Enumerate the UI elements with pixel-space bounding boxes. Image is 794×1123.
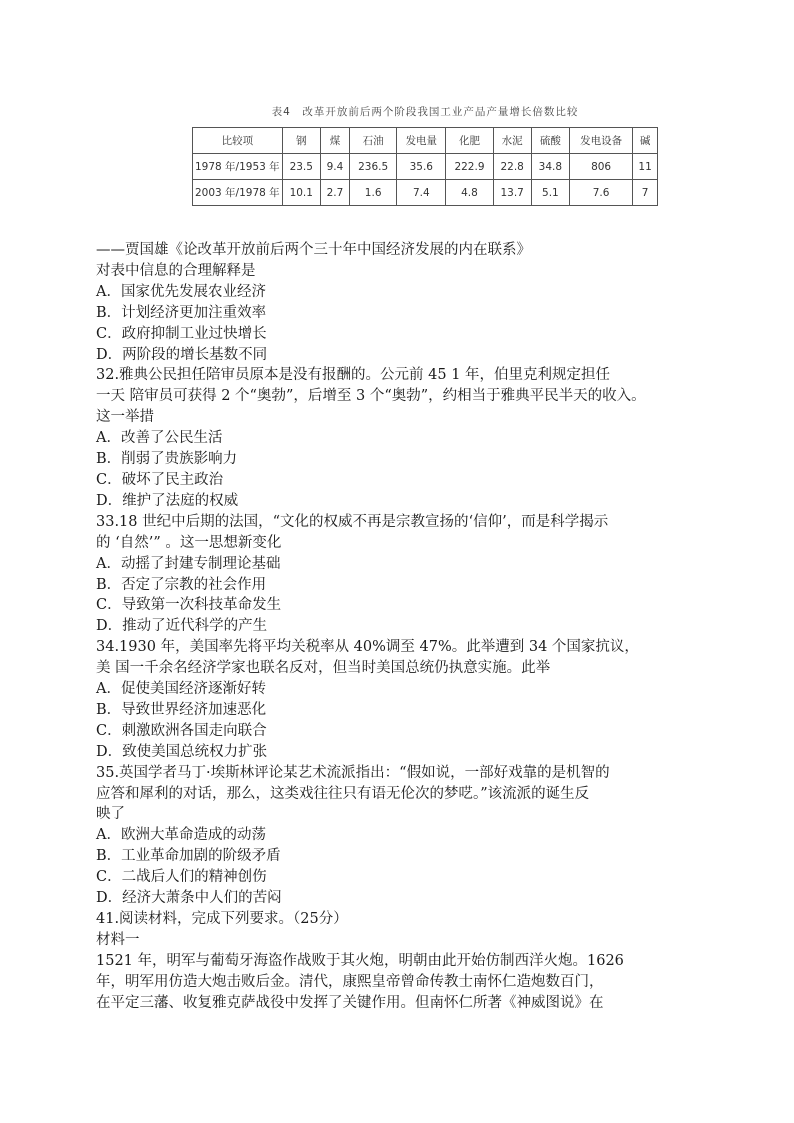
- question-35-stem: 映了: [96, 806, 125, 823]
- table-caption: 表4 改革开放前后两个阶段我国工业产品产量增长倍数比较: [271, 106, 579, 118]
- question-32-stem: 32.雅典公民担任陪审员原本是没有报酬的。公元前 45 1 年，伯里克利规定担任: [96, 367, 611, 384]
- question-33-stem: 33.18 世纪中后期的法国，“文化的权威不再是宗教宣扬的‘信仰’，而是科学揭示: [96, 513, 609, 530]
- table-cell: 23.5: [282, 154, 320, 180]
- table-header-row: [193, 128, 658, 154]
- table-cell: 2003 年/1978 年: [193, 180, 283, 206]
- question-35-option-b: B．工业革命加剧的阶级矛盾: [96, 848, 281, 865]
- question-34-stem: 美 国一千余名经济学家也联名反对，但当时美国总统仍执意实施。此举: [96, 660, 551, 677]
- question-31-stem: 对表中信息的合理解释是: [96, 262, 256, 279]
- question-33-option-d: D．推动了近代科学的产生: [96, 618, 268, 635]
- table-header-cell: 水泥: [493, 128, 531, 154]
- question-33-option-a: A．动摇了封建专制理论基础: [96, 555, 281, 572]
- question-31-option-a: A．国家优先发展农业经济: [96, 283, 266, 300]
- industrial-growth-table: [192, 127, 658, 206]
- table-cell: 35.6: [397, 154, 446, 180]
- material-one-heading: 材料一: [96, 931, 140, 948]
- table-header-cell: 发电设备: [569, 128, 632, 154]
- question-35-option-a: A．欧洲大革命造成的动荡: [96, 827, 266, 844]
- table-cell: 1.6: [350, 180, 397, 206]
- question-35-option-c: C．二战后人们的精神创伤: [96, 869, 267, 886]
- question-33-option-c: C．导致第一次科技革命发生: [96, 597, 282, 614]
- table-cell: 7.4: [397, 180, 446, 206]
- question-34-option-a: A．促使美国经济逐渐好转: [96, 681, 266, 698]
- table-cell: 5.1: [531, 180, 569, 206]
- table-cell: 806: [569, 154, 632, 180]
- question-31-option-d: D．两阶段的增长基数不同: [96, 346, 268, 363]
- table-cell: 2.7: [320, 180, 349, 206]
- table-header-cell: 煤: [320, 128, 349, 154]
- table-header-cell: 发电量: [397, 128, 446, 154]
- table-header-cell: 硫酸: [531, 128, 569, 154]
- question-35-option-d: D．经济大萧条中人们的苦闷: [96, 890, 282, 907]
- table-cell: 9.4: [320, 154, 349, 180]
- table-cell: 34.8: [531, 154, 569, 180]
- question-34-option-c: C．刺激欧洲各国走向联合: [96, 722, 267, 739]
- table-cell: 4.8: [446, 180, 493, 206]
- question-32-stem: 一天 陪审员可获得 2 个“奥勃”，后增至 3 个“奥勃”，约相当于雅典平民半天的收入。: [96, 388, 646, 405]
- question-31-option-b: B．计划经济更加注重效率: [96, 304, 267, 321]
- table-cell: 222.9: [446, 154, 493, 180]
- statistics-table-block: [192, 104, 658, 206]
- question-35-stem: 应答和犀利的对话，那么，这类戏往往只有语无伦次的梦呓。”该流派的诞生反: [96, 785, 590, 802]
- table-cell: 11: [633, 154, 658, 180]
- table-cell: 13.7: [493, 180, 531, 206]
- table-header-cell: 化肥: [446, 128, 493, 154]
- material-one-text: 在平定三藩、收复雅克萨战役中发挥了关键作用。但南怀仁所著《神威图说》在: [96, 994, 604, 1011]
- question-33-stem: 的 ‘自然’” 。这一思想新变化: [96, 534, 282, 551]
- table-cell: 236.5: [350, 154, 397, 180]
- table-header-cell: 比较项: [193, 128, 283, 154]
- question-32-option-a: A．改善了公民生活: [96, 430, 223, 447]
- question-32-option-c: C．破坏了民主政治: [96, 471, 224, 488]
- material-one-text: 1521 年，明军与葡萄牙海盗作战败于其火炮，明朝由此开始仿制西洋火炮。1626: [96, 952, 624, 969]
- table-source-citation: ——贾国雄《论改革开放前后两个三十年中国经济发展的内在联系》: [96, 242, 531, 258]
- material-one-text: 年，明军用仿造大炮击败后金。清代，康熙皇帝曾命传教士南怀仁造炮数百门，: [96, 973, 604, 990]
- question-41-heading: 41.阅读材料，完成下列要求。（25分）: [96, 911, 348, 927]
- question-32-stem: 这一举措: [96, 409, 154, 426]
- table-header-cell: 钢: [282, 128, 320, 154]
- table-cell: 22.8: [493, 154, 531, 180]
- question-34-option-b: B．导致世界经济加速恶化: [96, 701, 267, 718]
- question-34-stem: 34.1930 年，美国率先将平均关税率从 40%调至 47%。此举遭到 34 个国家抗议，: [96, 639, 639, 656]
- question-32-option-d: D．维护了法庭的权威: [96, 492, 239, 509]
- question-32-option-b: B．削弱了贵族影响力: [96, 451, 238, 468]
- question-text: [96, 240, 726, 1014]
- table-cell: 1978 年/1953 年: [193, 154, 283, 180]
- table-header-cell: 石油: [350, 128, 397, 154]
- table-row: [193, 180, 658, 206]
- table-cell: 7.6: [569, 180, 632, 206]
- table-cell: 10.1: [282, 180, 320, 206]
- question-35-stem: 35.英国学者马丁·埃斯林评论某艺术流派指出：“假如说，一部好戏靠的是机智的: [96, 764, 610, 781]
- table-cell: 7: [633, 180, 658, 206]
- question-31-option-c: C．政府抑制工业过快增长: [96, 325, 267, 342]
- question-33-option-b: B．否定了宗教的社会作用: [96, 576, 267, 593]
- table-header-cell: 碱: [633, 128, 658, 154]
- table-row: [193, 154, 658, 180]
- question-34-option-d: D．致使美国总统权力扩张: [96, 743, 268, 760]
